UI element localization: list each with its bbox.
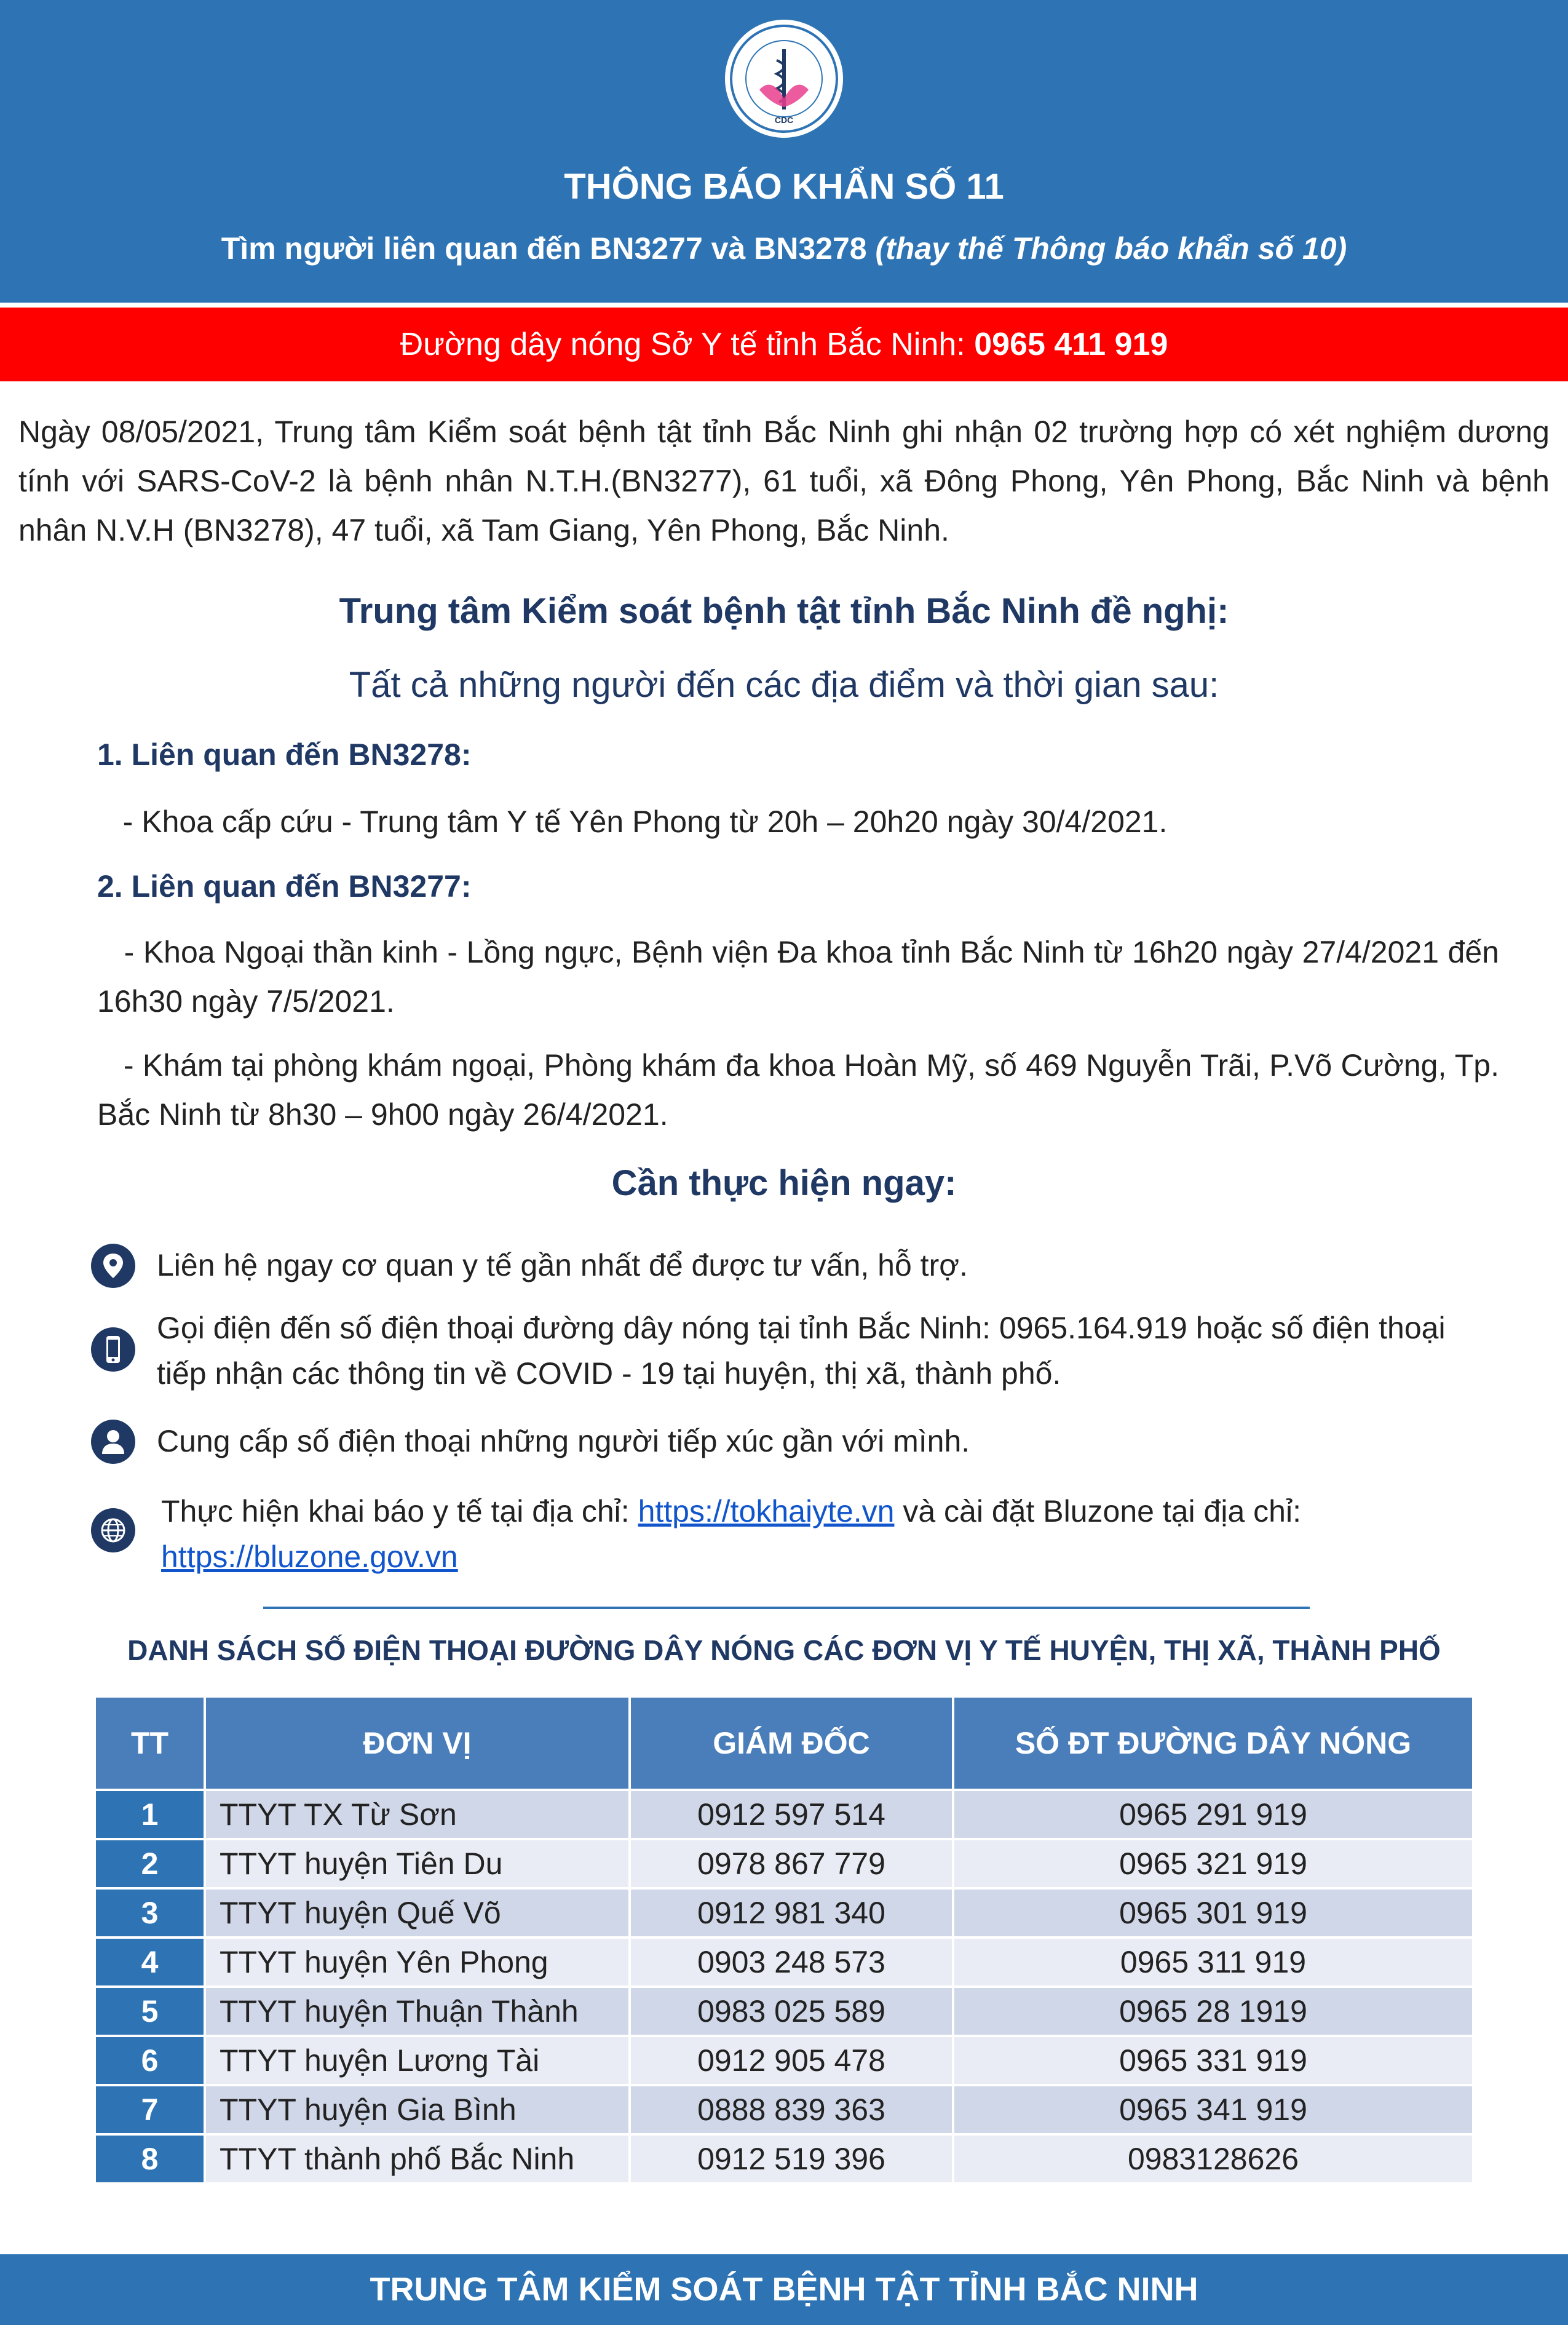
hotline-list-title: DANH SÁCH SỐ ĐIỆN THOẠI ĐƯỜNG DÂY NÓNG CÁC ĐƠN VỊ Y TẾ HUYỆN, THỊ XÃ, THÀNH PHỐ (127, 1634, 1441, 1666)
footer-banner: TRUNG TÂM KIỂM SOÁT BỆNH TẬT TỈNH BẮC NINH (0, 2254, 1568, 2325)
director-phone: 0912 905 478 (630, 2036, 953, 2085)
location-pin-icon (91, 1244, 135, 1288)
header-tt: TT (95, 1696, 205, 1790)
person-icon (91, 1420, 135, 1464)
table-row (95, 1938, 1473, 1987)
header-hotline: SỐ ĐT ĐƯỜNG DÂY NÓNG (953, 1696, 1473, 1790)
all-people-heading: Tất cả những người đến các địa điểm và thời gian sau: (349, 665, 1219, 705)
row-number: 1 (95, 1790, 205, 1839)
row-number: 6 (95, 2036, 205, 2085)
hotline-table (93, 1695, 1475, 2185)
divider (263, 1607, 1310, 1609)
table-row (95, 1790, 1473, 1839)
director-phone: 0912 597 514 (630, 1790, 953, 1839)
action-2-text: Gọi điện đến số điện thoại đường dây nóng tại tỉnh Bắc Ninh: 0965.164.919 hoặc số điện thoại tiếp nhận các thông tin về COVID - 19 tại huyện, thị xã, thành phố. (157, 1311, 1446, 1391)
director-phone: 0983 025 589 (630, 1987, 953, 2036)
table-row (95, 2036, 1473, 2085)
action-3-text: Cung cấp số điện thoại những người tiếp xúc gần với mình. (157, 1424, 970, 1458)
globe-icon (91, 1508, 135, 1552)
subtitle-main: Tìm người liên quan đến BN3277 và BN3278 (221, 231, 876, 266)
row-number: 5 (95, 1987, 205, 2036)
section-2-heading: 2. Liên quan đến BN3277: (97, 869, 472, 904)
action-4-text-middle: và cài đặt Bluzone tại địa chỉ: (894, 1494, 1301, 1528)
row-number: 3 (95, 1888, 205, 1938)
actions-heading: Cần thực hiện ngay: (611, 1163, 957, 1203)
hotline-phone: 0965 291 919 (953, 1790, 1473, 1839)
action-4-text (161, 1488, 1483, 1580)
hotline-phone: 0983128626 (953, 2134, 1473, 2184)
director-phone: 0888 839 363 (630, 2085, 953, 2134)
director-phone: 0912 519 396 (630, 2134, 953, 2184)
header-banner (0, 0, 1568, 303)
section-1-item: - Khoa cấp cứu - Trung tâm Y tế Yên Phong từ 20h – 20h20 ngày 30/4/2021. (97, 805, 1168, 839)
bluzone-link[interactable]: https://bluzone.gov.vn (161, 1540, 458, 1574)
hotline-banner (0, 308, 1568, 381)
director-phone: 0978 867 779 (630, 1839, 953, 1888)
subtitle-note: (thay thế Thông báo khẩn số 10) (875, 231, 1347, 266)
section-2-item-2: - Khám tại phòng khám ngoại, Phòng khám đa khoa Hoàn Mỹ, số 469 Nguyễn Trãi, P.Võ Cường, Tp. Bắc Ninh từ 8h30 – 9h00 ngày 26/4/2021. (97, 1048, 1508, 1132)
hotline-phone: 0965 331 919 (953, 2036, 1473, 2085)
table-row (95, 1987, 1473, 2036)
row-number: 2 (95, 1839, 205, 1888)
phone-icon (91, 1327, 135, 1372)
page-subtitle (0, 231, 1568, 266)
unit-name: TTYT huyện Yên Phong (205, 1938, 630, 1987)
logo-text: CDC (774, 115, 794, 125)
table-row (95, 1888, 1473, 1938)
director-phone: 0903 248 573 (630, 1938, 953, 1987)
table-row (95, 2085, 1473, 2134)
header-giam-doc: GIÁM ĐỐC (630, 1696, 953, 1790)
hotline-phone: 0965 321 919 (953, 1839, 1473, 1888)
unit-name: TTYT huyện Lương Tài (205, 2036, 630, 2085)
page-title: THÔNG BÁO KHẨN SỐ 11 (564, 167, 1004, 207)
recommend-heading: Trung tâm Kiểm soát bệnh tật tỉnh Bắc Ninh đề nghị: (339, 591, 1229, 631)
table-row (95, 2134, 1473, 2184)
header-don-vi: ĐƠN VỊ (205, 1696, 630, 1790)
intro-paragraph: Ngày 08/05/2021, Trung tâm Kiểm soát bệnh tật tỉnh Bắc Ninh ghi nhận 02 trường hợp có xét nghiệm dương tính với SARS-CoV-2 là bệnh nhân N.T.H.(BN3277), 61 tuổi, xã Đông Phong, Yên Phong, Bắc Ninh và bệnh nhân N.V.H (BN3278), 47 tuổi, xã Tam Giang, Yên Phong, Bắc Ninh. (18, 415, 1550, 547)
unit-name: TTYT TX Từ Sơn (205, 1790, 630, 1839)
action-4-text-before: Thực hiện khai báo y tế tại địa chỉ: (161, 1494, 638, 1528)
hotline-phone: 0965 341 919 (953, 2085, 1473, 2134)
unit-name: TTYT huyện Quế Võ (205, 1888, 630, 1938)
table-row (95, 1839, 1473, 1888)
unit-name: TTYT huyện Thuận Thành (205, 1987, 630, 2036)
action-1-text: Liên hệ ngay cơ quan y tế gần nhất để được tư vấn, hỗ trợ. (157, 1248, 968, 1282)
unit-name: TTYT huyện Tiên Du (205, 1839, 630, 1888)
unit-name: TTYT huyện Gia Bình (205, 2085, 630, 2134)
section-2-item-1: - Khoa Ngoại thần kinh - Lồng ngực, Bệnh viện Đa khoa tỉnh Bắc Ninh từ 16h20 ngày 27/4/2021 đến 16h30 ngày 7/5/2021. (97, 935, 1508, 1019)
section-1-heading: 1. Liên quan đến BN3278: (97, 737, 472, 772)
unit-name: TTYT thành phố Bắc Ninh (205, 2134, 630, 2184)
hotline-phone: 0965 28 1919 (953, 1987, 1473, 2036)
table-header-row (95, 1696, 1473, 1790)
hotline-phone: 0965 301 919 (953, 1888, 1473, 1938)
row-number: 7 (95, 2085, 205, 2134)
row-number: 8 (95, 2134, 205, 2184)
hotline-label: Đường dây nóng Sở Y tế tỉnh Bắc Ninh: (400, 327, 975, 362)
hotline-number: 0965 411 919 (974, 327, 1168, 362)
hotline-phone: 0965 311 919 (953, 1938, 1473, 1987)
director-phone: 0912 981 340 (630, 1888, 953, 1938)
cdc-logo (723, 17, 845, 140)
row-number: 4 (95, 1938, 205, 1987)
tokhaiyte-link[interactable]: https://tokhaiyte.vn (638, 1494, 895, 1528)
